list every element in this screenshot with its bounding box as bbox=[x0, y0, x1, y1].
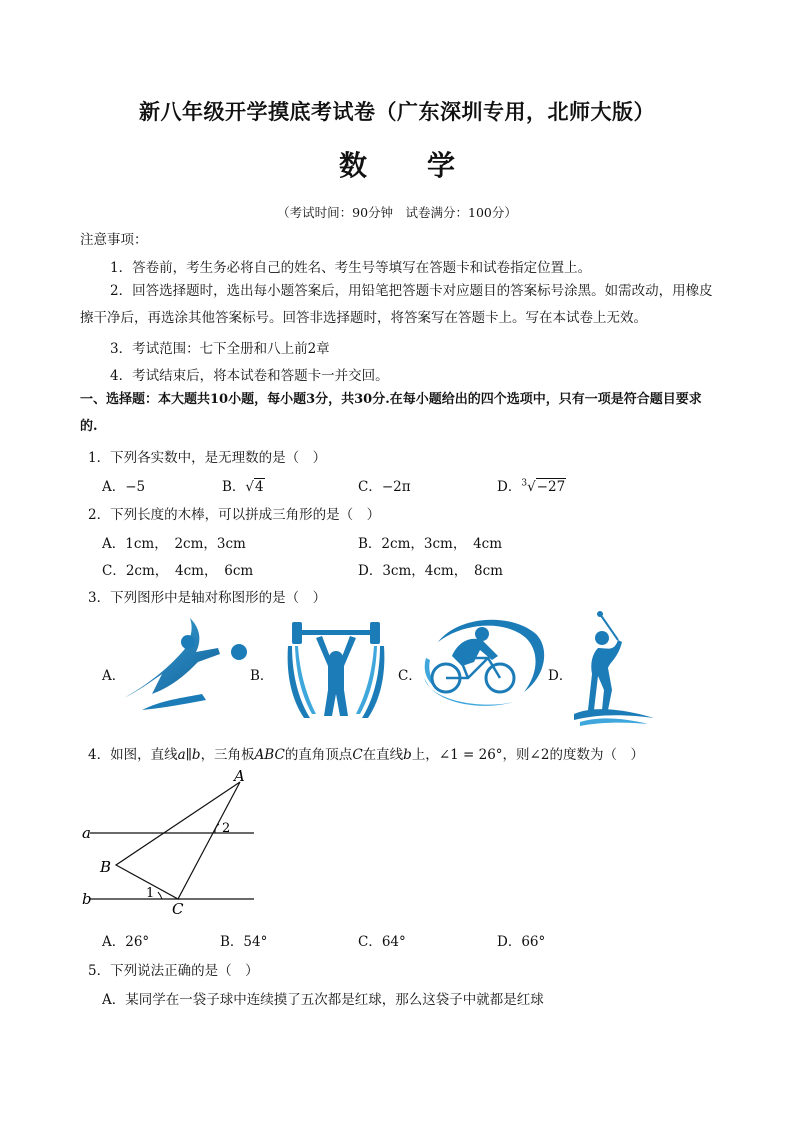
q1-option-b bbox=[222, 475, 265, 495]
q1-option-a: A．−5 bbox=[102, 479, 146, 495]
notes-heading: 注意事项： bbox=[80, 232, 148, 248]
q3-option-a-label: A． bbox=[102, 668, 126, 684]
cbrt-sign: √ bbox=[527, 479, 536, 495]
q1-option-b-label: B． bbox=[222, 479, 246, 495]
subject-char-2: 学 bbox=[427, 149, 456, 182]
geometry-figure bbox=[78, 768, 278, 918]
q4-stem-part-5: 上， bbox=[411, 747, 439, 763]
q1-stem: 1．下列各实数中，是无理数的是（ ） bbox=[88, 450, 327, 466]
q4-vertex-c: C bbox=[352, 747, 363, 763]
q2-stem: 2．下列长度的木棒，可以拼成三角形的是（ ） bbox=[88, 507, 381, 523]
exam-title: 新八年级开学摸底考试卷（广东深圳专用，北师大版） bbox=[139, 99, 655, 124]
q4-line-b-2: b bbox=[403, 747, 412, 763]
q4-angle-given: ∠1 = 26° bbox=[438, 747, 503, 763]
q4-option-d: D．66° bbox=[497, 934, 546, 950]
exam-time-info: （考试时间：90分钟 试卷满分：100分） bbox=[277, 205, 517, 220]
q4-stem bbox=[88, 743, 644, 763]
q2-option-a: A．1cm， 2cm，3cm bbox=[102, 536, 246, 552]
subject-title bbox=[0, 144, 794, 184]
note-item-2: 2．回答选择题时，选出每小题答案后，用铅笔把答题卡对应题目的答案标号涂黑。如需改动，用橡皮擦干净后，再选涂其他答案标号。回答非选择题时，将答案写在答题卡上。写在本试卷上无效。 bbox=[80, 283, 713, 326]
note-item-3: 3．考试范围：七下全册和八上前2章 bbox=[110, 341, 330, 357]
subject-char-1: 数 bbox=[338, 149, 367, 182]
sqrt-sign: √ bbox=[245, 479, 255, 495]
note-item-4: 4．考试结束后，将本试卷和答题卡一并交回。 bbox=[110, 368, 389, 384]
q4-option-c: C．64° bbox=[358, 934, 406, 950]
q4-option-a: A．26° bbox=[102, 934, 150, 950]
q4-line-b: b bbox=[191, 747, 201, 763]
q4-stem-part-2: ，三角板 bbox=[200, 747, 255, 763]
note-item-1: 1．答卷前，考生务必将自己的姓名、考生号等填写在答题卡和试卷指定位置上。 bbox=[110, 260, 592, 276]
q4-parallel-sign: ∥ bbox=[185, 747, 192, 763]
q1-option-b-radicand: 4 bbox=[255, 479, 264, 495]
section-1-heading: 一、选择题：本大题共10小题，每小题3分，共30分.在每小题给出的四个选项中，只有一项是符合题目要求的. bbox=[80, 392, 702, 434]
q4-option-b: B．54° bbox=[220, 934, 268, 950]
q1-option-d bbox=[497, 475, 566, 495]
q3-option-b-label: B． bbox=[250, 668, 274, 684]
q4-stem-part-4: 在直线 bbox=[362, 747, 404, 763]
q1-option-d-radicand: −27 bbox=[536, 479, 566, 495]
fig-label-angle-2: 2 bbox=[222, 821, 231, 836]
q3-option-d-label: D． bbox=[548, 668, 573, 684]
cyclist-icon bbox=[418, 612, 550, 712]
q2-option-b: B．2cm，3cm， 4cm bbox=[358, 536, 503, 552]
q1-option-c: C．−2π bbox=[358, 479, 411, 495]
q4-stem-part-1: 4．如图，直线 bbox=[88, 747, 178, 763]
q4-line-a: a bbox=[177, 747, 186, 763]
volleyball-player-icon bbox=[122, 612, 252, 712]
q5-stem: 5．下列说法正确的是（ ） bbox=[88, 963, 259, 979]
q4-stem-part-6: ，则∠2的度数为（ ） bbox=[502, 747, 644, 763]
q1-option-d-label: D． bbox=[497, 479, 522, 495]
q2-option-d: D．3cm，4cm， 8cm bbox=[358, 563, 503, 579]
fig-label-angle-1: 1 bbox=[146, 886, 155, 901]
q4-triangle: ABC bbox=[254, 747, 285, 763]
golfer-icon bbox=[572, 610, 656, 726]
weightlifter-icon bbox=[286, 618, 386, 720]
fig-label-B: B bbox=[100, 858, 112, 876]
q3-stem: 3．下列图形中是轴对称图形的是（ ） bbox=[88, 590, 327, 606]
fig-label-a: a bbox=[82, 824, 91, 842]
fig-label-b: b bbox=[82, 890, 92, 908]
q2-option-c: C．2cm， 4cm， 6cm bbox=[102, 563, 254, 579]
fig-label-A: A bbox=[234, 768, 245, 785]
q5-option-a: A．某同学在一袋子球中连续摸了五次都是红球，那么这袋子中就都是红球 bbox=[102, 992, 544, 1008]
fig-label-C: C bbox=[172, 900, 184, 918]
q4-stem-part-3: 的直角顶点 bbox=[284, 747, 353, 763]
q3-option-c-label: C． bbox=[398, 668, 422, 684]
q1-option-d-index: 3 bbox=[521, 478, 528, 489]
